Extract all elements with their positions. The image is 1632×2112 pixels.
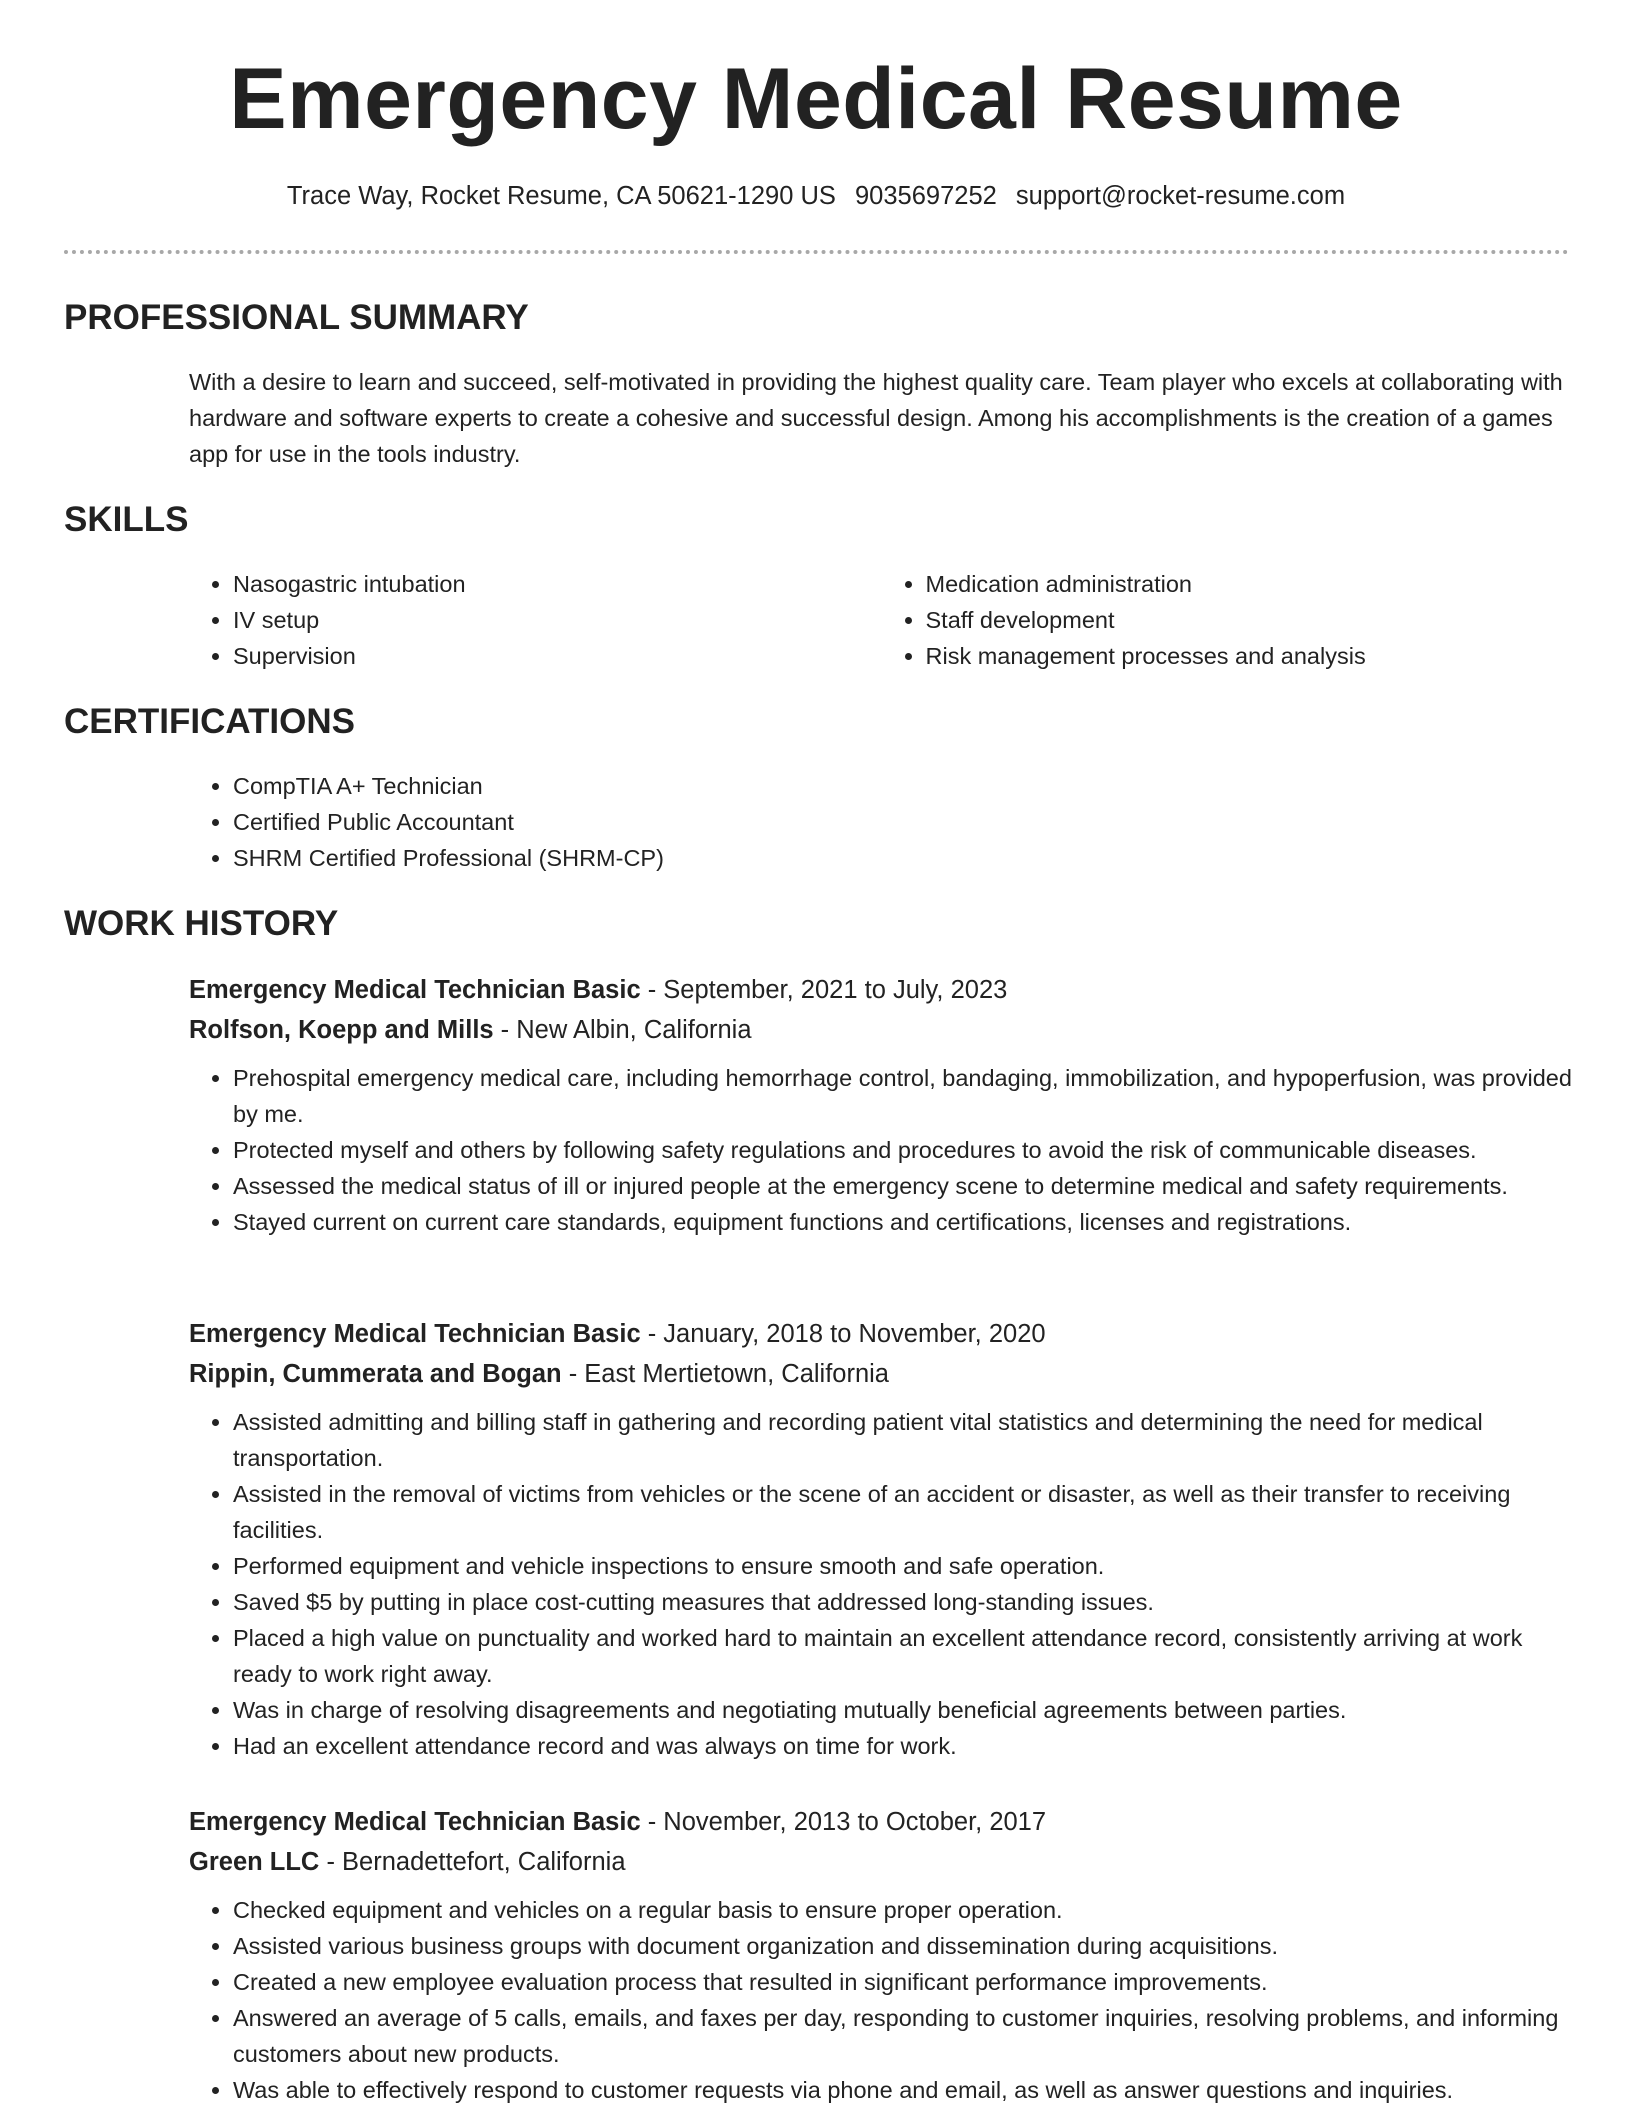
job-company: Rippin, Cummerata and Bogan xyxy=(189,1360,562,1388)
certification-item: • Certified Public Accountant xyxy=(233,804,1574,840)
skill-item: • Staff development xyxy=(926,602,1575,638)
resume-name: Emergency Medical Resume xyxy=(229,51,1403,147)
certification-item: • CompTIA A+ Technician xyxy=(233,768,1574,804)
work-history-heading: WORK HISTORY xyxy=(64,904,339,943)
job-title: Emergency Medical Technician Basic xyxy=(189,1320,641,1348)
job-bullet: • Prehospital emergency medical care, including hemorrhage control, bandaging, immobilization, and hypoperfusion, was provided by me. xyxy=(233,1060,1574,1132)
job-bullet: • Was able to effectively respond to customer requests via phone and email, as well as answer questions and inquiries. xyxy=(233,2072,1574,2108)
contact-line xyxy=(0,182,1632,211)
certifications-heading: CERTIFICATIONS xyxy=(64,702,356,741)
job-bullet: • Was in charge of resolving disagreements and negotiating mutually beneficial agreements between parties. xyxy=(233,1692,1574,1728)
job-bullet: • Created a new employee evaluation process that resulted in significant performance improvements. xyxy=(233,1964,1574,2000)
skill-item: • IV setup xyxy=(233,602,882,638)
job-company: Green LLC xyxy=(189,1848,320,1876)
job-bullet: • Assessed the medical status of ill or injured people at the emergency scene to determine medical and safety requirements. xyxy=(233,1168,1574,1204)
skill-item: • Nasogastric intubation xyxy=(233,566,882,602)
job-bullets xyxy=(189,1404,1574,1764)
job-bullet: • Assisted various business groups with document organization and dissemination during acquisitions. xyxy=(233,1928,1574,1964)
job-location: - Bernadettefort, California xyxy=(319,1848,626,1876)
job-company-line xyxy=(189,1842,1574,1882)
skill-item: • Supervision xyxy=(233,638,882,674)
skill-item: • Medication administration xyxy=(926,566,1575,602)
job-bullet: • Assisted in the removal of victims from vehicles or the scene of an accident or disaster, as well as their transfer to receiving facilities. xyxy=(233,1476,1574,1548)
job-bullet: • Saved $5 by putting in place cost-cutting measures that addressed long-standing issues. xyxy=(233,1584,1574,1620)
job-company-line xyxy=(189,1010,1574,1050)
job-location: - New Albin, California xyxy=(493,1016,752,1044)
skills-column-right xyxy=(882,566,1575,674)
job-dates: - November, 2013 to October, 2017 xyxy=(640,1808,1047,1836)
job-bullet: • Had an excellent attendance record and was always on time for work. xyxy=(233,1728,1574,1764)
job-title-line xyxy=(189,1802,1574,1842)
job-title: Emergency Medical Technician Basic xyxy=(189,976,641,1004)
job-title: Emergency Medical Technician Basic xyxy=(189,1808,641,1836)
summary-heading: PROFESSIONAL SUMMARY xyxy=(64,298,529,337)
job-bullet: • Answered an average of 5 calls, emails, and faxes per day, responding to customer inquiries, resolving problems, and informing customers about new products. xyxy=(233,2000,1574,2072)
job-bullet: • Checked equipment and vehicles on a regular basis to ensure proper operation. xyxy=(233,1892,1574,1928)
job-bullet: • Stayed current on current care standards, equipment functions and certifications, licenses and registrations. xyxy=(233,1204,1574,1240)
job-bullets xyxy=(189,1060,1574,1240)
skills-column-left xyxy=(189,566,882,674)
header-divider xyxy=(64,250,1569,254)
job-bullet: • Protected myself and others by following safety regulations and procedures to avoid the risk of communicable diseases. xyxy=(233,1132,1574,1168)
job-title-line xyxy=(189,1314,1574,1354)
job-bullet: • Placed a high value on punctuality and worked hard to maintain an excellent attendance record, consistently arriving at work ready to work right away. xyxy=(233,1620,1574,1692)
contact-address: Trace Way, Rocket Resume, CA 50621-1290 US xyxy=(286,182,836,210)
job-dates: - January, 2018 to November, 2020 xyxy=(640,1320,1046,1348)
skill-item: • Risk management processes and analysis xyxy=(926,638,1575,674)
job-bullets xyxy=(189,1892,1574,2108)
job-bullet: • Performed equipment and vehicle inspections to ensure smooth and safe operation. xyxy=(233,1548,1574,1584)
contact-phone: 9035697252 xyxy=(854,182,997,210)
certification-item: • SHRM Certified Professional (SHRM-CP) xyxy=(233,840,1574,876)
job-location: - East Mertietown, California xyxy=(561,1360,889,1388)
skills-list xyxy=(189,566,1574,674)
job-dates: - September, 2021 to July, 2023 xyxy=(640,976,1008,1004)
job-entry xyxy=(189,1314,1574,1764)
certifications-list xyxy=(189,768,1574,876)
job-title-line xyxy=(189,970,1574,1010)
job-entry xyxy=(189,1802,1574,2108)
contact-email: support@rocket-resume.com xyxy=(1015,182,1346,210)
job-bullet: • Assisted admitting and billing staff in gathering and recording patient vital statistics and determining the need for medical transportation. xyxy=(233,1404,1574,1476)
skills-heading: SKILLS xyxy=(64,500,189,539)
summary-text: With a desire to learn and succeed, self-motivated in providing the highest quality care. Team player who excels at collaborating with hardware and software experts to create a cohesive and successful design. Among his accomplishments is the creation of a games app for use in the tools industry. xyxy=(189,369,1563,467)
job-entry xyxy=(189,970,1574,1240)
job-company-line xyxy=(189,1354,1574,1394)
job-company: Rolfson, Koepp and Mills xyxy=(189,1016,494,1044)
